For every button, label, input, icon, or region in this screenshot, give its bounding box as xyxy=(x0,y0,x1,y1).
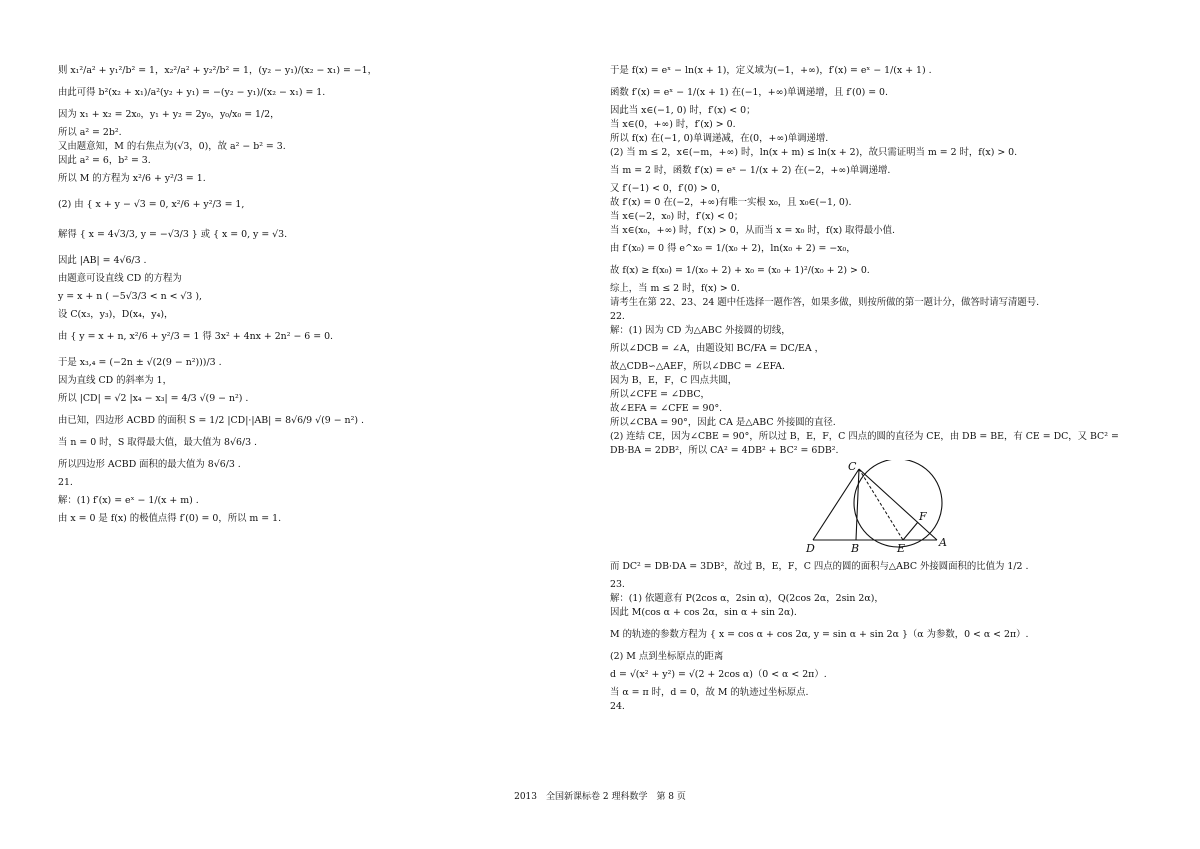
page-footer: 2013 全国新课标卷 2 理科数学 第 8 页 xyxy=(514,792,686,802)
text-line: 由 f′(x₀) = 0 得 e^x₀ = 1/(x₀ + 2)，ln(x₀ + 2) = −x₀， xyxy=(610,243,856,254)
text-line: 因此 a² = 6，b² = 3. xyxy=(58,155,151,166)
text-line: (2) 连结 CE，因为∠CBE = 90°，所以过 B，E，F，C 四点的圆的直径为 CE，由 DB = BE，有 CE = DC，又 BC² = DB·BA = 2DB²，所以 CA² = 4DB² + BC² = 6DB². xyxy=(610,431,1119,456)
segment-ce xyxy=(859,469,903,540)
instruction-line: 请考生在第 22、23、24 题中任选择一题作答，如果多做，则按所做的第一题计分，做答时请写清题号. xyxy=(610,297,1040,308)
text-line: 当 x∈(−2，x₀) 时，f′(x) < 0； xyxy=(610,211,744,222)
label-f: F xyxy=(919,510,927,523)
text-line: 解：(1) 依题意有 P(2cos α，2sin α)，Q(2cos 2α，2sin 2α)， xyxy=(610,593,884,604)
question-number: 22. xyxy=(610,311,625,322)
question-number: 21. xyxy=(58,477,73,488)
text-line: 而 DC² = DB·DA = 3DB²，故过 B，E，F，C 四点的圆的面积与△ABC 外接圆面积的比值为 1/2 . xyxy=(610,561,1029,572)
text-line: 由 { y = x + n, x²/6 + y²/3 = 1 得 3x² + 4nx + 2n² − 6 = 0. xyxy=(58,331,334,342)
text-line: 综上，当 m ≤ 2 时，f(x) > 0. xyxy=(610,283,740,294)
text-line: M 的轨迹的参数方程为 { x = cos α + cos 2α, y = sin α + sin 2α }（α 为参数，0 < α < 2π）. xyxy=(610,629,1029,640)
text-line: 因此 M(cos α + cos 2α，sin α + sin 2α). xyxy=(610,607,797,618)
left-column xyxy=(58,60,558,526)
segment-ca xyxy=(859,469,937,540)
text-line: 所以∠CFE = ∠DBC， xyxy=(610,389,710,400)
circumcircle xyxy=(854,460,942,547)
text-line: d = √(x² + y²) = √(2 + 2cos α)（0 < α < 2π）. xyxy=(610,669,827,680)
label-b: B xyxy=(851,542,860,552)
text-line: 所以 f(x) 在(−1, 0)单调递减，在(0，+∞)单调递增. xyxy=(610,133,829,144)
label-e: E xyxy=(897,542,906,552)
text-line: 当 α = π 时，d = 0，故 M 的轨迹过坐标原点. xyxy=(610,687,809,698)
label-d: D xyxy=(806,542,815,552)
text-line: 当 x∈(x₀，+∞) 时，f′(x) > 0，从而当 x = x₀ 时，f(x) 取得最小值. xyxy=(610,225,895,236)
circle-triangle-diagram xyxy=(805,460,955,552)
text-line: 解：(1) f′(x) = eˣ − 1/(x + m) . xyxy=(58,495,199,506)
text-line: 故 f(x) ≥ f(x₀) = 1/(x₀ + 2) + x₀ = (x₀ + 1)²/(x₀ + 2) > 0. xyxy=(610,265,870,276)
text-line: 则 x₁²/a² + y₁²/b² = 1，x₂²/a² + y₂²/b² = 1，(y₂ − y₁)/(x₂ − x₁) = −1， xyxy=(58,65,378,76)
text-line: 于是 x₃,₄ = (−2n ± √(2(9 − n²)))/3 . xyxy=(58,357,222,368)
text-line: 当 x∈(0，+∞) 时，f′(x) > 0. xyxy=(610,119,736,130)
text-line: 当 m = 2 时，函数 f′(x) = eˣ − 1/(x + 2) 在(−2，+∞)单调递增. xyxy=(610,165,891,176)
right-column xyxy=(610,60,1150,714)
text-line: 所以∠CBA = 90°，因此 CA 是△ABC 外接圆的直径. xyxy=(610,417,836,428)
question-number: 24. xyxy=(610,701,625,712)
segment-ef xyxy=(903,522,918,540)
text-line: 由题意可设直线 CD 的方程为 xyxy=(58,273,182,284)
text-line: 所以 a² = 2b². xyxy=(58,127,122,138)
text-line: 因此当 x∈(−1, 0) 时，f′(x) < 0； xyxy=(610,105,756,116)
text-line: 当 n = 0 时，S 取得最大值，最大值为 8√6/3 . xyxy=(58,437,258,448)
text-line: 因为 B，E，F，C 四点共圆， xyxy=(610,375,738,386)
text-line: 函数 f′(x) = eˣ − 1/(x + 1) 在(−1，+∞)单调递增，且 f′(0) = 0. xyxy=(610,87,888,98)
segment-cb xyxy=(856,469,859,540)
text-line: 由此可得 b²(x₂ + x₁)/a²(y₂ + y₁) = −(y₂ − y₁)/(x₂ − x₁) = 1. xyxy=(58,87,326,98)
segment-dc xyxy=(813,469,859,540)
label-a: A xyxy=(939,536,947,549)
text-line: (2) M 点到坐标原点的距离 xyxy=(610,651,724,662)
text-line: 所以 M 的方程为 x²/6 + y²/3 = 1. xyxy=(58,173,206,184)
text-line: 解得 { x = 4√3/3, y = −√3/3 } 或 { x = 0, y = √3. xyxy=(58,229,288,240)
text-line: 设 C(x₃，y₃)，D(x₄，y₄)， xyxy=(58,309,174,320)
text-line: 又由题意知，M 的右焦点为(√3，0)，故 a² − b² = 3. xyxy=(58,141,286,152)
text-line: 又 f′(−1) < 0，f′(0) > 0， xyxy=(610,183,727,194)
text-line: (2) 由 { x + y − √3 = 0, x²/6 + y²/3 = 1, xyxy=(58,199,245,210)
geometry-figure xyxy=(805,460,1150,552)
question-number: 23. xyxy=(610,579,625,590)
text-line: 由 x = 0 是 f(x) 的极值点得 f′(0) = 0，所以 m = 1. xyxy=(58,513,282,524)
text-line: 因此 |AB| = 4√6/3 . xyxy=(58,255,147,266)
text-line: 所以四边形 ACBD 面积的最大值为 8√6/3 . xyxy=(58,459,241,470)
text-line: 因为直线 CD 的斜率为 1， xyxy=(58,375,172,386)
text-line: 由已知，四边形 ACBD 的面积 S = 1/2 |CD|·|AB| = 8√6/9 √(9 − n²) . xyxy=(58,415,364,426)
text-line: 因为 x₁ + x₂ = 2x₀，y₁ + y₂ = 2y₀，y₀/x₀ = 1/2， xyxy=(58,109,280,120)
text-line: 故∠EFA = ∠CFE = 90°. xyxy=(610,403,723,414)
text-line: y = x + n ( −5√3/3 < n < √3 ), xyxy=(58,291,202,302)
text-line: (2) 当 m ≤ 2，x∈(−m，+∞) 时，ln(x + m) ≤ ln(x + 2)，故只需证明当 m = 2 时，f(x) > 0. xyxy=(610,147,1018,158)
text-line: 于是 f(x) = eˣ − ln(x + 1)，定义域为(−1，+∞)，f′(x) = eˣ − 1/(x + 1) . xyxy=(610,65,932,76)
text-line: 故△CDB∽△AEF，所以∠DBC = ∠EFA. xyxy=(610,361,786,372)
text-line: 所以∠DCB = ∠A，由题设知 BC/FA = DC/EA ， xyxy=(610,343,824,354)
label-c: C xyxy=(848,460,857,473)
text-line: 解：(1) 因为 CD 为△ABC 外接圆的切线， xyxy=(610,325,791,336)
text-line: 所以 |CD| = √2 |x₄ − x₃| = 4/3 √(9 − n²) . xyxy=(58,393,249,404)
text-line: 故 f′(x) = 0 在(−2，+∞)有唯一实根 x₀，且 x₀∈(−1, 0). xyxy=(610,197,852,208)
